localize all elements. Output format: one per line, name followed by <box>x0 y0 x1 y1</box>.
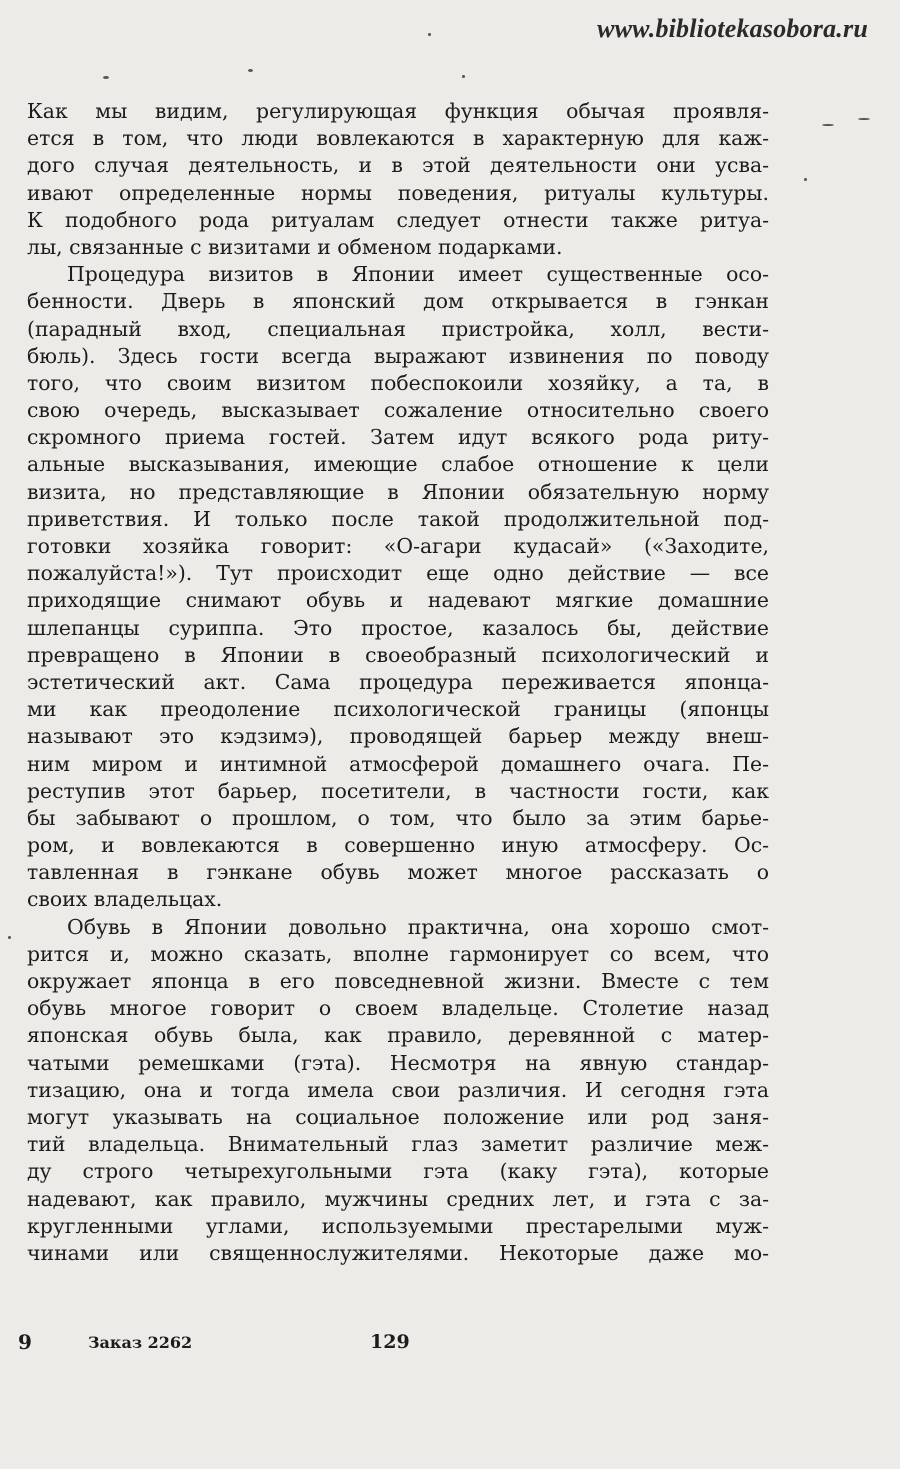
text-line: тий владельца. Внимательный глаз заметит различие меж- <box>27 1132 769 1157</box>
site-watermark: www.bibliotekasobora.ru <box>597 14 868 43</box>
text-line: окружает японца в его повседневной жизни. Вместе с тем <box>27 969 769 993</box>
body-text <box>27 98 769 1267</box>
text-line: К подобного рода ритуалам следует отнести также ритуа- <box>27 207 769 232</box>
text-line: скромного приема гостей. Затем идут всякого рода риту- <box>27 425 769 450</box>
text-line: называют это кэдзимэ), проводящей барьер между внеш- <box>27 724 769 749</box>
text-line: тавленная в гэнкане обувь может многое рассказать о <box>27 860 769 885</box>
text-line: визита, но представляющие в Японии обязательную норму <box>27 479 769 504</box>
text-line: лы, связанные с визитами и обменом подарками. <box>27 234 563 259</box>
print-order: Заказ 2262 <box>88 1333 193 1352</box>
text-line: обувь многое говорит о своем владельце. Столетие назад <box>27 996 769 1021</box>
signature-number: 9 <box>18 1330 32 1354</box>
paragraph-2 <box>27 261 769 914</box>
scan-speck <box>804 178 807 181</box>
text-line: кругленными углами, используемыми престарелыми муж- <box>27 1213 769 1238</box>
scan-speck <box>8 936 11 939</box>
text-line: ром, и вовлекаются в совершенно иную атмосферу. Ос- <box>27 833 769 858</box>
text-line: бюль). Здесь гости всегда выражают извинения по поводу <box>27 343 769 368</box>
scan-speck <box>858 118 870 120</box>
scan-speck <box>462 75 465 78</box>
text-line: рится и, можно сказать, вполне гармонирует со всем, что <box>27 941 769 966</box>
page-footer <box>18 1330 778 1360</box>
scan-speck <box>428 33 431 36</box>
scan-speck <box>822 124 834 126</box>
text-line: могут указывать на социальное положение или род заня- <box>27 1104 769 1129</box>
text-line: Как мы видим, регулирующая функция обычая проявля- <box>27 99 769 123</box>
paragraph-3 <box>27 914 769 1267</box>
text-line: шлепанцы суриппа. Это простое, казалось бы, действие <box>27 615 769 640</box>
text-line: дого случая деятельность, и в этой деятельности они усва- <box>27 153 769 178</box>
page-number: 129 <box>370 1331 410 1353</box>
text-line: чатыми ремешками (гэта). Несмотря на явную стандар- <box>27 1050 769 1075</box>
text-line: свою очередь, высказывает сожаление относительно своего <box>27 398 769 423</box>
text-line: превращено в Японии в своеобразный психологический и <box>27 642 769 667</box>
text-line: альные высказывания, имеющие слабое отношение к цели <box>27 452 769 477</box>
text-line: Обувь в Японии довольно практична, она хорошо смот- <box>67 914 769 939</box>
text-line: ется в том, что люди вовлекаются в характерную для каж- <box>27 126 769 151</box>
text-line: ивают определенные нормы поведения, ритуалы культуры. <box>27 180 769 205</box>
text-line: эстетический акт. Сама процедура переживается японца- <box>27 669 769 694</box>
text-line: чинами или священнослужителями. Некоторые даже мо- <box>27 1240 769 1265</box>
text-line: ду строго четырехугольными гэта (каку гэта), которые <box>27 1159 769 1184</box>
text-line: ним миром и интимной атмосферой домашнего очага. Пе- <box>27 751 769 776</box>
text-line: бы забывают о прошлом, о том, что было за этим барье- <box>27 805 769 830</box>
paragraph-1 <box>27 98 769 261</box>
text-line: японская обувь была, как правило, деревянной с матер- <box>27 1023 769 1048</box>
text-line: (парадный вход, специальная пристройка, холл, вести- <box>27 316 769 341</box>
text-line: своих владельцах. <box>27 887 223 912</box>
text-line: приветствия. И только после такой продолжительной под- <box>27 506 769 531</box>
text-line: бенности. Дверь в японский дом открывается в гэнкан <box>27 289 769 314</box>
text-line: того, что своим визитом побеспокоили хозяйку, а та, в <box>27 370 769 395</box>
text-line: тизацию, она и тогда имела свои различия. И сегодня гэта <box>27 1077 769 1102</box>
scan-speck <box>248 69 253 72</box>
text-line: ми как преодоление психологической границы (японцы <box>27 697 769 722</box>
text-line: Процедура визитов в Японии имеет существенные осо- <box>67 262 769 287</box>
text-line: готовки хозяйка говорит: «О-агари кудасай» («Заходите, <box>27 534 769 558</box>
text-line: реступив этот барьер, посетители, в частности гости, как <box>27 778 769 803</box>
text-line: пожалуйста!»). Тут происходит еще одно действие — все <box>27 561 769 586</box>
scan-speck <box>103 76 109 79</box>
text-line: надевают, как правило, мужчины средних лет, и гэта с за- <box>27 1186 769 1211</box>
text-line: приходящие снимают обувь и надевают мягкие домашние <box>27 588 769 613</box>
